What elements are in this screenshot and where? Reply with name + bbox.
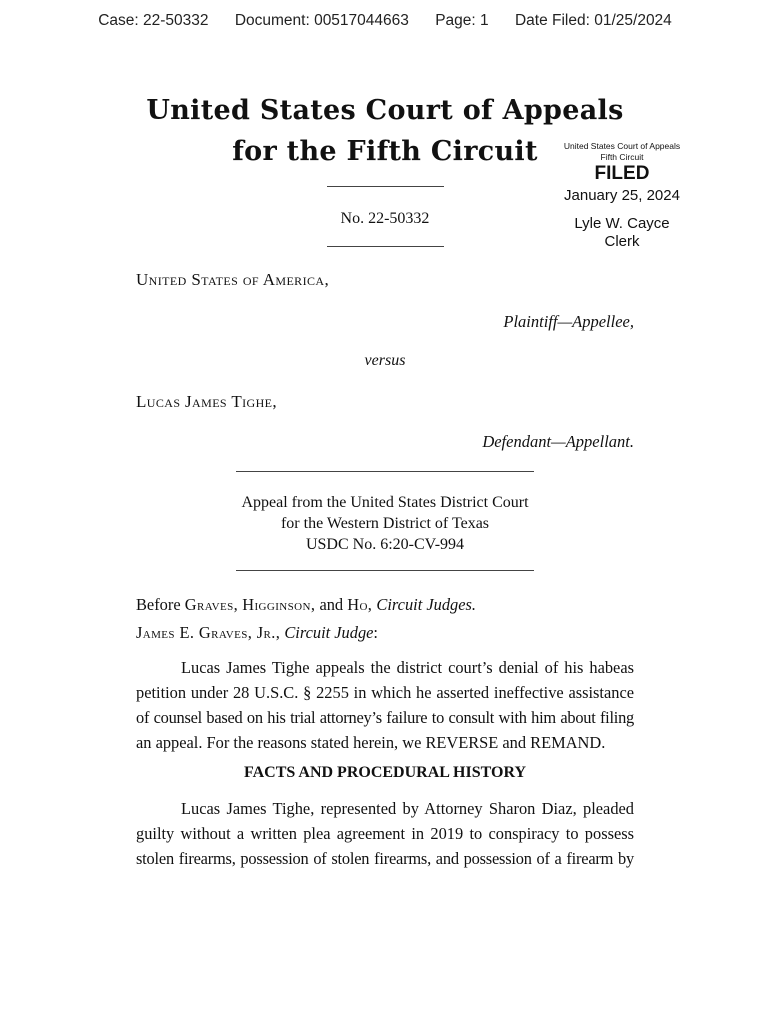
appeal-line2: for the Western District of Texas [280,515,490,532]
docket-number: No. 22-50332 [340,210,430,227]
paragraph2-line1: Lucas James Tighe, represented by Attorney Sharon Diaz, pleaded [181,799,634,818]
stamp-clerk-name: Lyle W. Cayce [574,215,670,232]
stamp-date: January 25, 2024 [564,187,680,204]
paragraph1-line2: petition under 28 U.S.C. § 2255 in which he asserted ineffective assistance [136,683,634,702]
stamp-court: United States Court of Appeals [563,141,681,151]
paragraph2-line3: stolen firearms, possession of stolen firearms, and possession of a firearm by [136,849,634,868]
case-number: Case: 22-50332 [98,12,209,29]
panel-line: Before Graves, Higginson, and Ho, Circuit Judges. [136,595,476,614]
section-heading: FACTS AND PROCEDURAL HISTORY [244,764,526,781]
author-line: James E. Graves, Jr., Circuit Judge: [136,623,378,642]
plaintiff-role: Plaintiff—Appellee, [503,312,634,331]
appeal-line3: USDC No. 6:20-CV-994 [305,536,465,553]
stamp-filed: FILED [594,163,650,184]
filing-header [0,12,770,30]
appeal-line1: Appeal from the United States District Court [241,494,529,511]
defendant-name: Lucas James Tighe, [136,392,278,411]
plaintiff-name: United States of America, [136,270,330,289]
paragraph1-line1: Lucas James Tighe appeals the district court’s denial of his habeas [181,658,634,677]
stamp-circuit: Fifth Circuit [600,152,644,162]
docket-rule-top [327,186,444,187]
stamp-clerk-title: Clerk [604,233,640,250]
defendant-role: Defendant—Appellant. [482,432,634,451]
court-title-line1: United States Court of Appeals [146,95,624,126]
docket-rule-bottom [327,246,444,247]
paragraph1-line4: an appeal. For the reasons stated herein, we REVERSE and REMAND. [136,733,606,752]
paragraph1-line3: of counsel based on his trial attorney’s failure to consult with him about filing [136,708,634,727]
date-filed: Date Filed: 01/25/2024 [514,12,672,29]
versus: versus [364,352,406,369]
appeal-rule-bottom [236,570,534,571]
court-title-line2: for the Fifth Circuit [232,136,538,167]
document-number: Document: 00517044663 [234,12,409,29]
appeal-rule-top [236,471,534,472]
paragraph2-line2: guilty without a written plea agreement in 2019 to conspiracy to possess [136,824,634,843]
page-number: Page: 1 [435,12,489,29]
